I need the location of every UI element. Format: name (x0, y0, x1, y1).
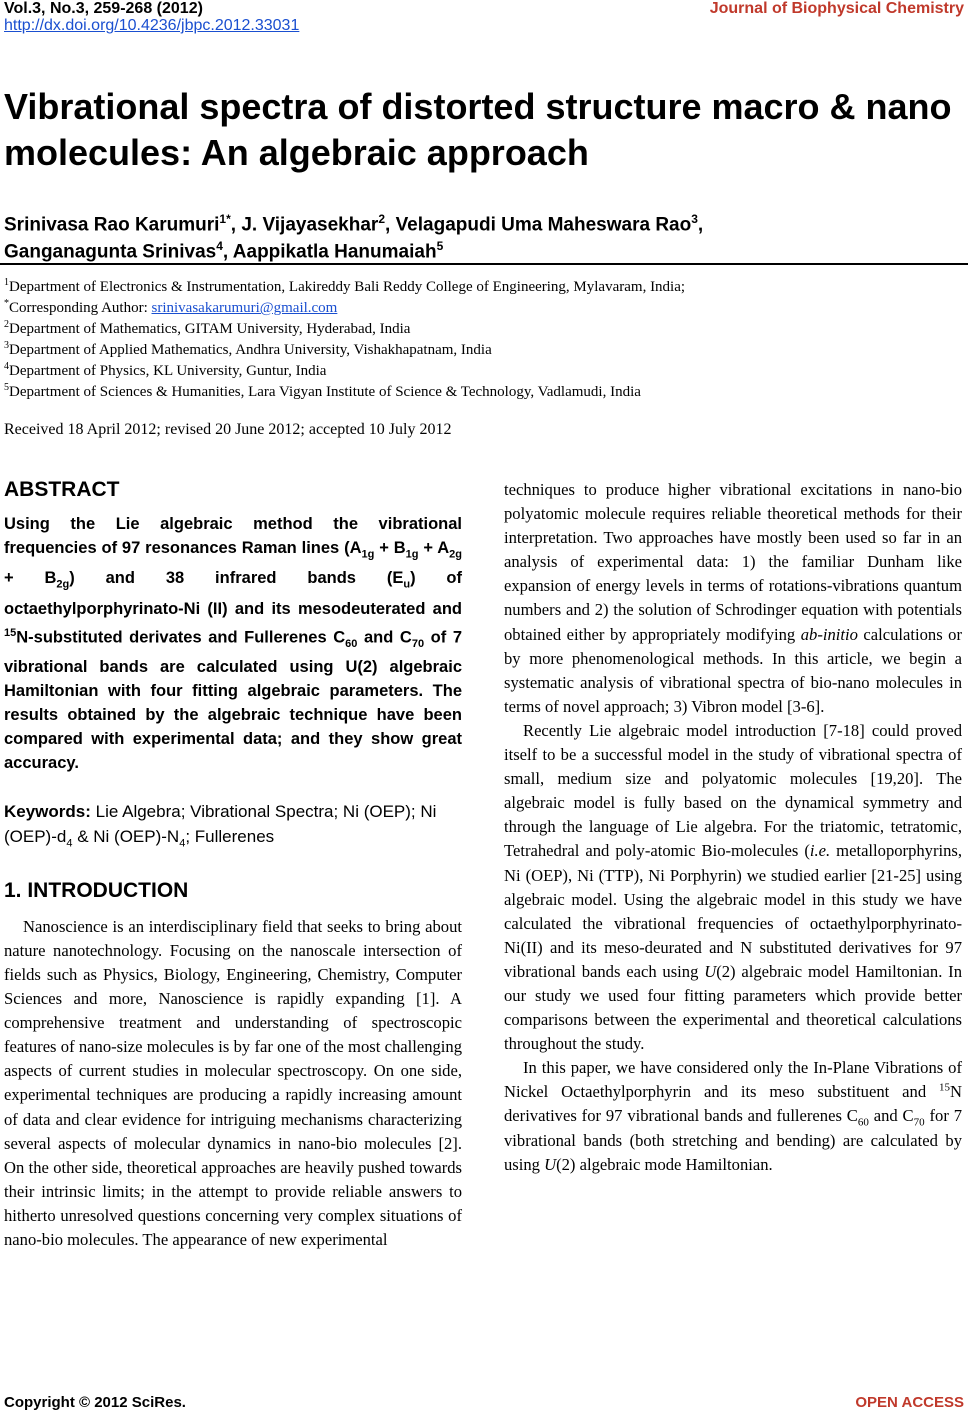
author-name: Ganganagunta Srinivas (4, 241, 217, 263)
intro-paragraph: techniques to produce higher vibrational excitations in nano-bio polyatomic molecule requires reliable theoretical methods for their interpretation. Two approaches have mostly been used so far in an analysis of experimental data: 1) the familiar Dunham like expansion of energy levels in terms of rotations-vibrations quantum numbers and 2) the solution of Schrodinger equation with potentials obtained either by appropriately modifying ab-initio calculations or by more phenomenological methods. In this article, we begin a systematic analysis of vibrational spectra of bio-nano molecules in terms of novel approach; 3) Vibron model [3-6]. (504, 480, 962, 716)
paper-title: Vibrational spectra of distorted structure macro & nano molecules: An algebraic approach (4, 86, 952, 173)
author-affiliation-mark: 4 (216, 239, 223, 253)
affiliation-text: Department of Applied Mathematics, Andhra University, Vishakhapatnam, India (9, 342, 492, 358)
affiliation-mark: * (4, 298, 9, 309)
affiliation-text: Corresponding Author: (9, 300, 152, 316)
author-affiliation-mark: 3 (691, 212, 698, 226)
doi-link[interactable]: http://dx.doi.org/10.4236/jbpc.2012.33031 (4, 17, 300, 34)
author-name: Aappikatla Hanumaiah (232, 241, 437, 263)
keywords: Keywords: Lie Algebra; Vibrational Spectra; Ni (OEP); Ni $(OEP)-d_4$ & Ni $(OEP)-N_4$; Fullerenes (4, 802, 437, 850)
copyright-notice: Copyright © 2012 SciRes. (4, 1394, 186, 1411)
author-affiliation-mark: 1* (219, 212, 231, 226)
affiliation-text: Department of Electronics & Instrumentation, Lakireddy Bali Reddy College of Engineering, Mylavaram, India; (9, 279, 686, 295)
left-column (4, 478, 462, 1252)
intro-paragraph: Nanoscience is an interdisciplinary field that seeks to bring about nature nanotechnology. Focusing on the nanoscale intersection of fields such as Physics, Biology, Engineering, Chemistry, Computer Sciences and more, Nanoscience is rapidly expanding [1]. A comprehensive treatment and understanding of spectroscopic features of nano-size molecules is by far one of the most challenging aspects of current studies in molecular spectroscopy. On one side, experimental techniques are producing a rapidly increasing amount of data and clear evidence for intriguing mechanisms characterizing several aspects of molecular dynamics in nano-bio molecules [2]. On the other side, theoretical approaches are heavily pushed towards their intrinsic limits; in the attempt to provide reliable answers to hitherto unresolved questions concerning very complex situations of nano-bio molecules. The appearance of new experimental (4, 916, 462, 1249)
author-affiliation-mark: 2 (378, 212, 385, 226)
author-name: Srinivasa Rao Karumuri (4, 214, 220, 236)
affiliation-text: Department of Mathematics, GITAM University, Hyderabad, India (9, 321, 411, 337)
author-name: Velagapudi Uma Maheswara Rao (395, 214, 692, 236)
affiliation (4, 378, 641, 402)
abstract-heading: ABSTRACT (4, 478, 120, 501)
right-column (504, 478, 962, 1177)
affiliation-text: Department of Physics, KL University, Guntur, India (9, 363, 327, 379)
affiliation-mark: 4 (4, 361, 9, 372)
affiliation-text: Department of Sciences & Humanities, Lara Vigyan Institute of Science & Technology, Vadlamudi, India (9, 384, 641, 400)
introduction-heading: 1. INTRODUCTION (4, 878, 189, 902)
journal-volume: Vol.3, No.3, 259-268 (2012) (4, 0, 203, 17)
authors-line-1: Srinivasa Rao Karumuri$^{1*}$, J. Vijayasekhar$^2$, Velagapudi Uma Maheswara Rao$^3$, (4, 212, 704, 236)
intro-paragraph: Recently Lie algebraic model introduction [7-18] could proved itself to be a successful model in the study of vibrational spectra of small, medium size and polyatomic molecules [19,20]. The algebraic model is fully based on the dynamical symmetry and through the language of Lie algebra. For the triatomic, tetratomic, Tetrahedral and poly-atomic Bio-molecules (i.e. metalloporphyrins, Ni (OEP), Ni (TTP), Ni Porphyrin) we studied earlier [21-25] using algebraic model. Using the algebraic model in this study we have calculated the vibrational frequencies of octaethylporphyrinato-Ni(II) and its meso-deurated and N substituted derivatives for 97 vibrational bands each using U(2) algebraic model Hamiltonian. In our study we used four fitting parameters which provide better comparisons between the experimental and theoretical calculations throughout the study. (504, 720, 963, 1054)
affiliation-mark: 5 (4, 382, 9, 393)
intro-paragraph: In this paper, we have considered only the In-Plane Vibrations of Nickel Octaethylporphyrin and its meso substituent and $^{15}$N derivatives for 97 vibrational bands and fullerenes $C_{60}$ and $C_{70}$ for 7 vibrational bands (both stretching and bending) are calculated by using U(2) algebraic mode Hamiltonian. (504, 1058, 963, 1174)
author-affiliation-mark: 5 (436, 239, 444, 253)
affiliation-mark: 3 (4, 340, 9, 351)
header-divider (0, 263, 968, 265)
abstract-text: Using the Lie algebraic method the vibrational frequencies of 97 resonances Raman lines $(A_{1g} + B_{1g} + A_{2g} + B_{2g})$ and 38 infrared bands $(E_u)$ of octaethylporphyrinato-Ni (II) and its mesodeuterated and $^{15}$N-substituted derivates and Fullerenes $C_{60}$ and $C_{70}$ of 7 vibrational bands are calculated using U(2) algebraic Hamiltonian with four fitting algebraic parameters. The results obtained by the algebraic technique have been compared with experimental data; and they show great accuracy. (4, 515, 463, 773)
author-name: J. Vijayasekhar (241, 214, 379, 236)
authors-line-2: Ganganagunta Srinivas$^4$, Aappikatla Hanumaiah$^5$ (4, 239, 444, 263)
received-dates: Received 18 April 2012; revised 20 June 2012; accepted 10 July 2012 (4, 421, 452, 438)
journal-name: Journal of Biophysical Chemistry (709, 0, 964, 17)
keywords-label: Keywords: (4, 802, 91, 822)
affiliation-mark: 1 (4, 277, 9, 288)
open-access-label: OPEN ACCESS (855, 1394, 964, 1411)
email-link[interactable]: srinivasakarumuri@gmail.com (151, 300, 338, 316)
affiliation-mark: 2 (4, 319, 9, 330)
